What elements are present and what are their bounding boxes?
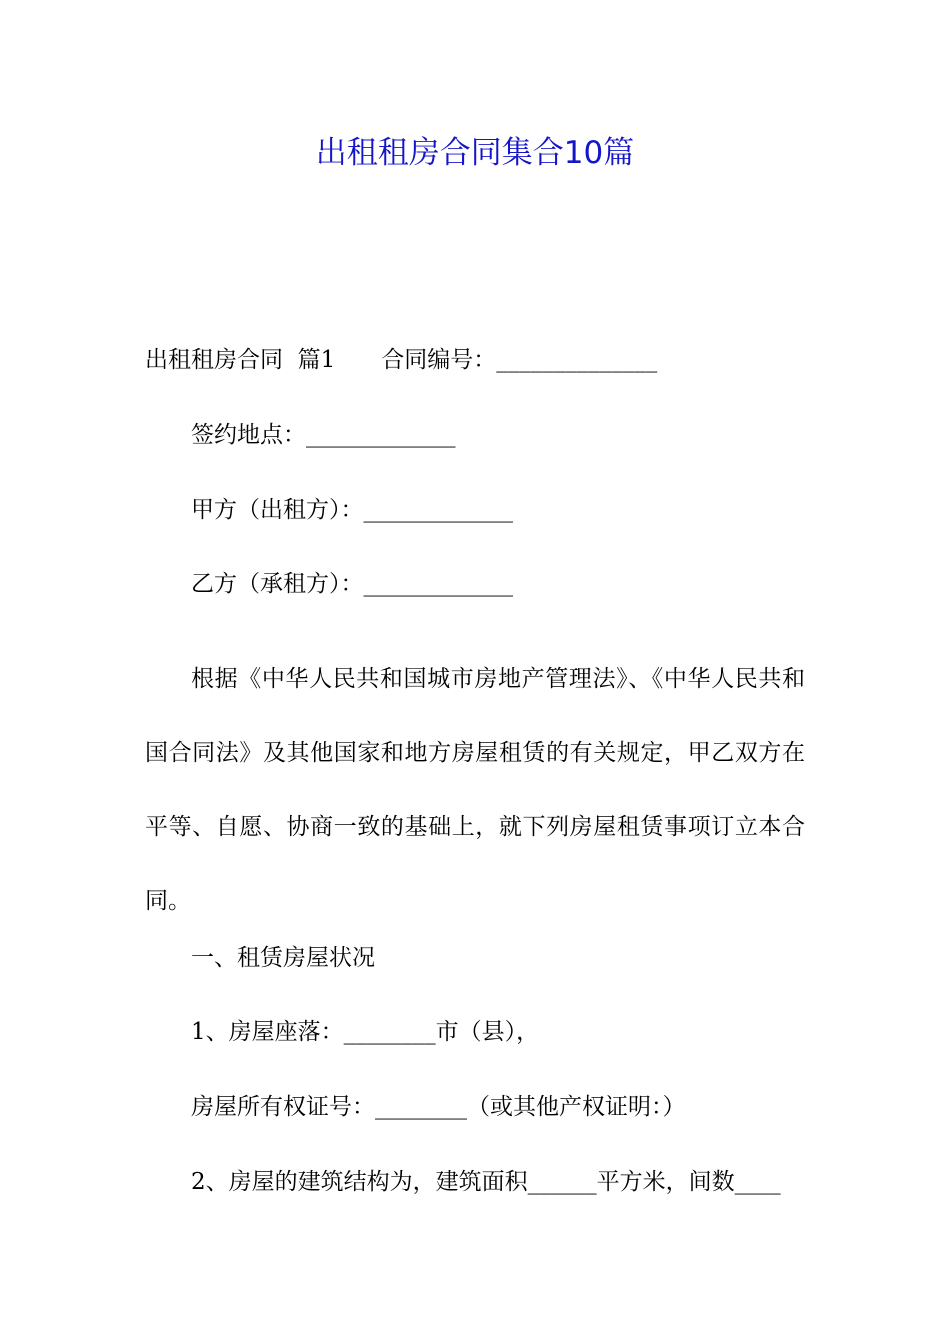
contract-number-label: 合同编号： [381,347,497,373]
sign-place-line [191,415,456,455]
party-b-line [191,564,513,604]
area-unit-label: 平方米，间数 [596,1169,735,1195]
building-structure-line [191,1162,781,1202]
contract-number-blank[interactable]: ______________ [496,347,658,373]
building-area-blank[interactable]: ______ [527,1169,597,1195]
party-a-label: 甲方（出租方）： [191,497,364,523]
document-title: 出租租房合同集合10篇 [315,135,635,171]
party-a-blank[interactable]: _____________ [363,497,513,523]
party-a-line [191,490,513,530]
ownership-cert-suffix: （或其他产权证明：） [467,1094,686,1120]
contract-header-line [145,340,657,380]
property-location-line [191,1012,539,1052]
property-city-suffix: 市（县）， [435,1019,540,1045]
property-city-blank[interactable]: ________ [343,1019,436,1045]
property-location-label: 1、房屋座落： [191,1019,344,1045]
building-structure-label: 2、房屋的建筑结构为，建筑面积 [191,1169,528,1195]
ownership-cert-line [191,1087,686,1127]
sign-place-blank[interactable]: _____________ [306,422,456,448]
party-b-label: 乙方（承租方）： [191,571,364,597]
room-count-blank[interactable]: ____ [734,1169,781,1195]
section-heading-rental-property: 一、租赁房屋状况 [191,945,375,971]
party-b-blank[interactable]: _____________ [363,571,513,597]
sign-place-label: 签约地点： [191,422,306,448]
contract-part-label: 出租租房合同 篇1 [145,347,336,373]
ownership-cert-label: 房屋所有权证号： [191,1094,375,1120]
preamble-paragraph: 根据《中华人民共和国城市房地产管理法》、《中华人民共和国合同法》及其他国家和地方房屋租赁的有关规定，甲乙双方在平等、自愿、协商一致的基础上，就下列房屋租赁事项订立本合同。 [145,666,805,914]
ownership-cert-blank[interactable]: ________ [375,1094,467,1120]
